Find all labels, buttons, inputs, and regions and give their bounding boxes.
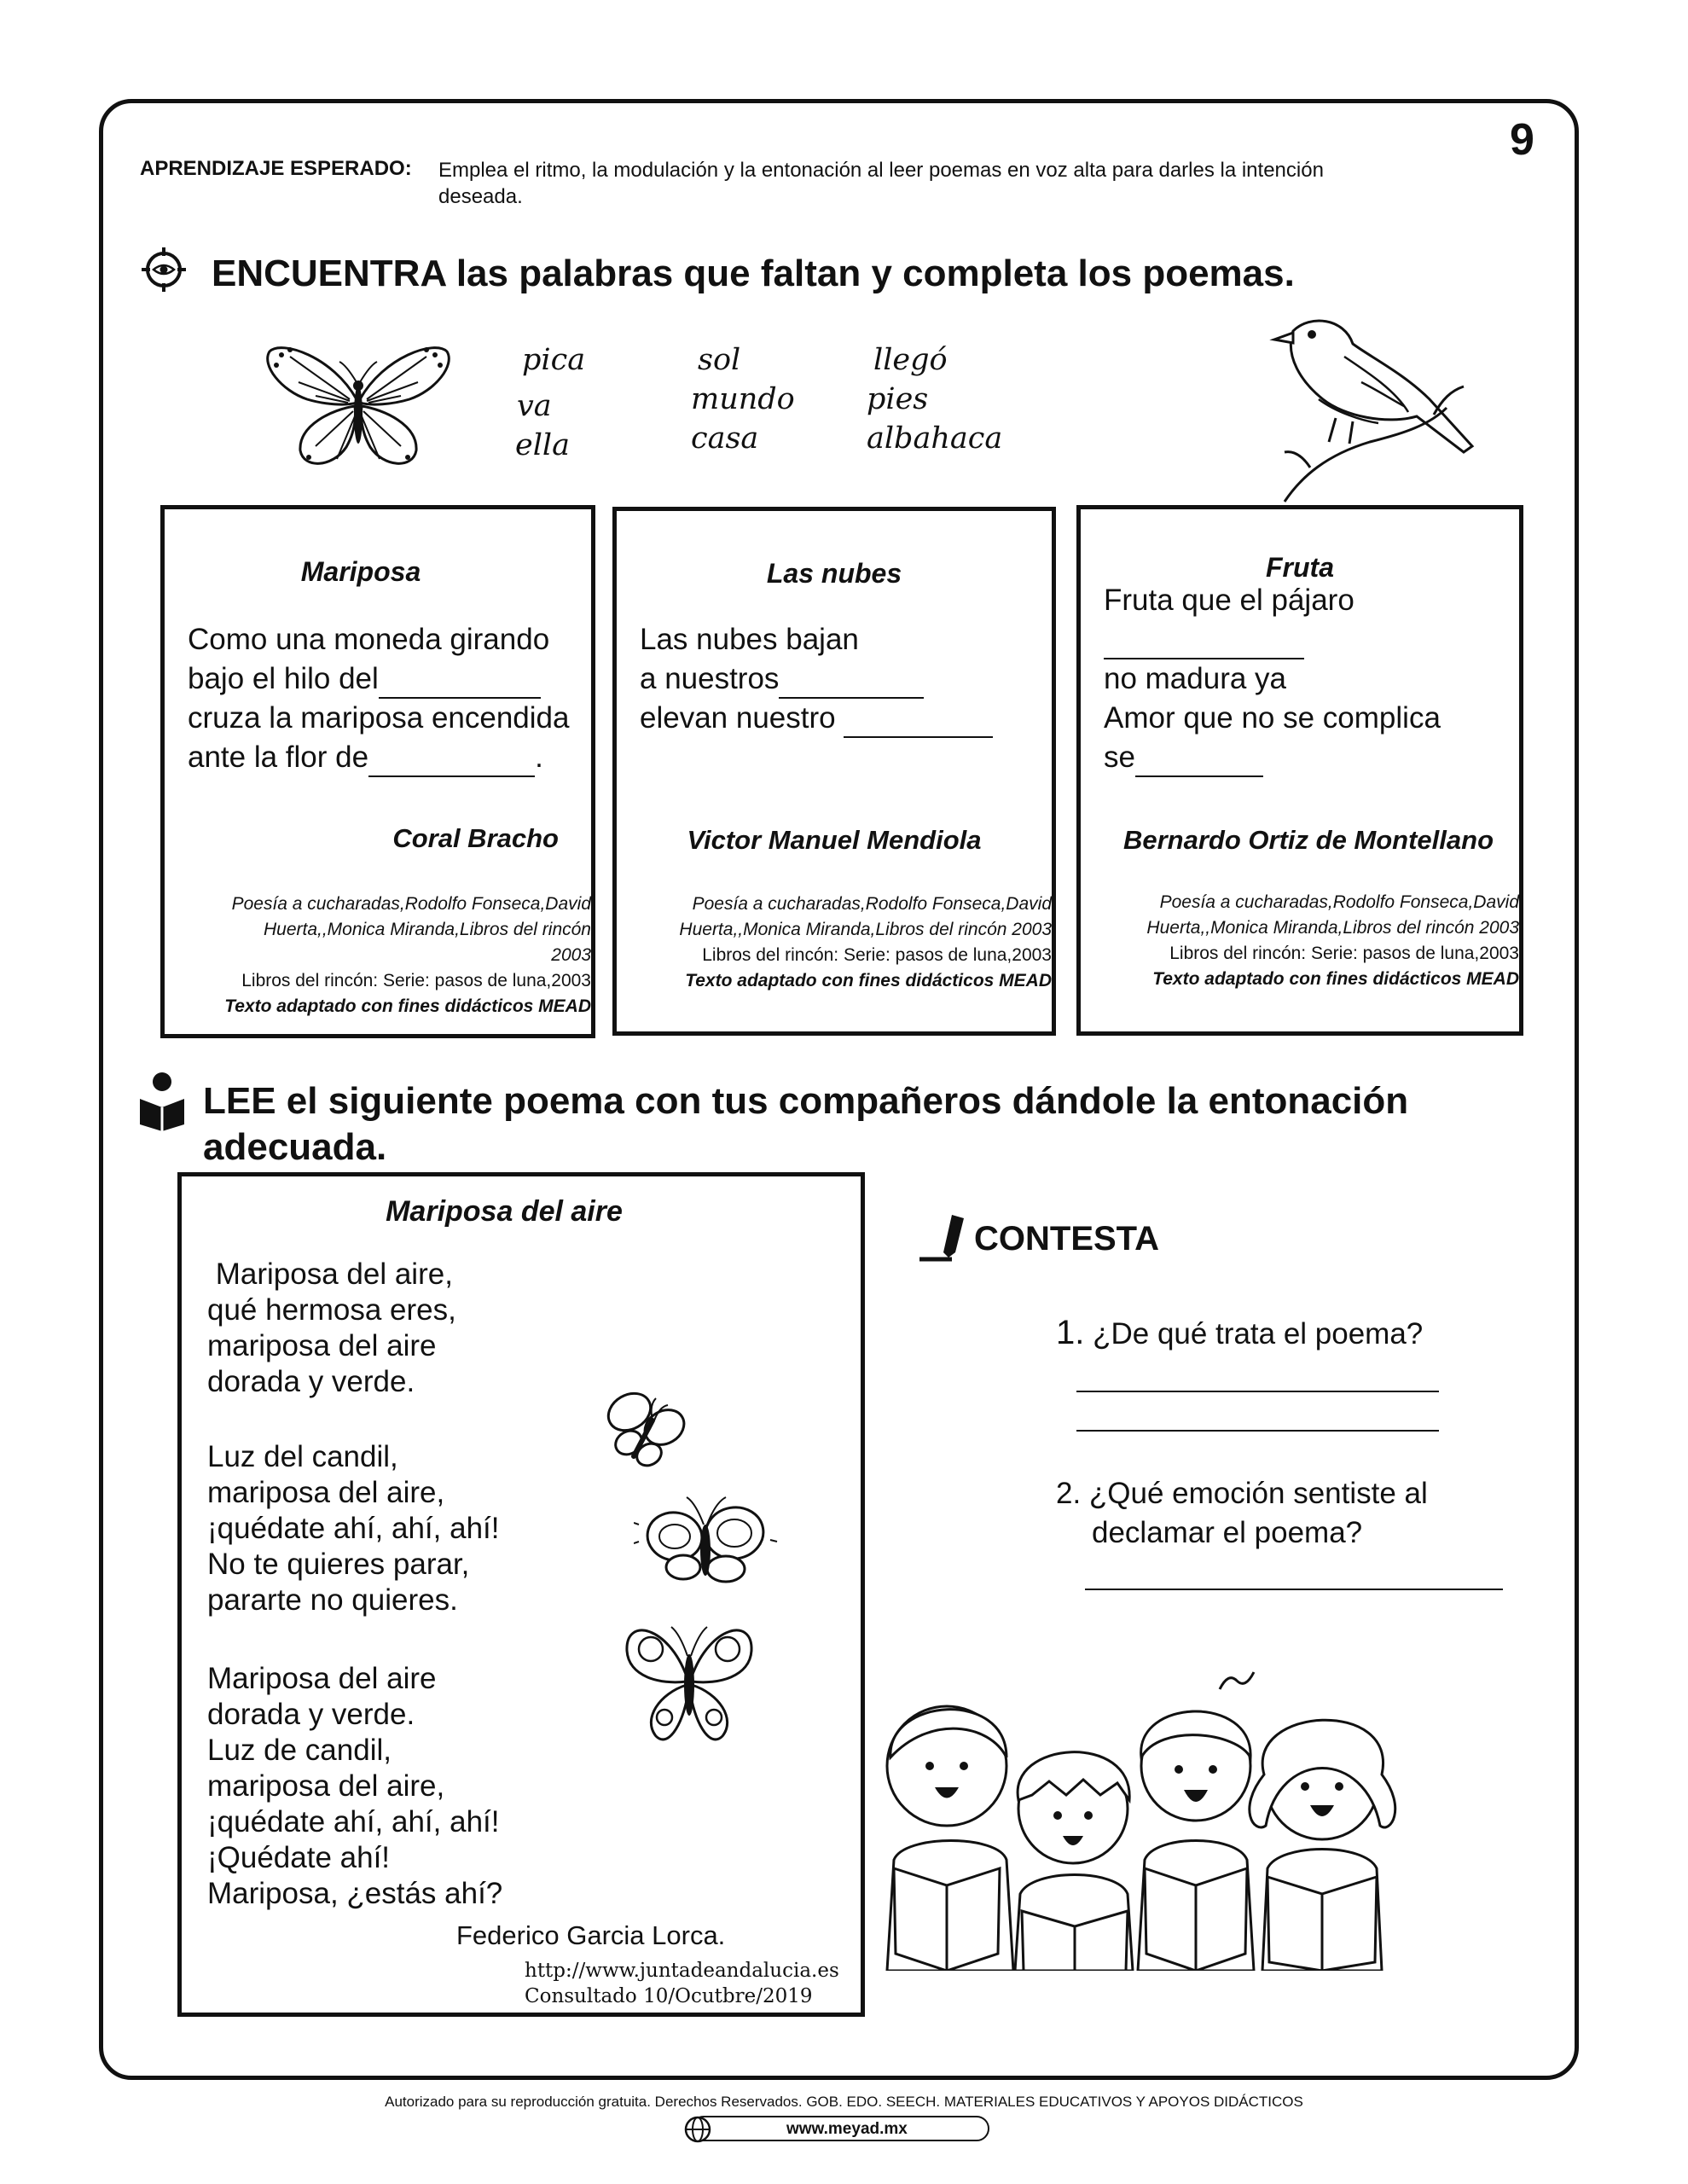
poem-line: elevan nuestro <box>640 699 993 738</box>
pencil-icon <box>918 1211 969 1264</box>
word-bank-item: sol <box>698 343 741 377</box>
word-bank-item: mundo <box>691 382 795 416</box>
question-1-text: ¿De qué trata el poema? <box>1093 1317 1424 1350</box>
page-number: 9 <box>1510 115 1534 165</box>
question-2-line-2: declamar el poema? <box>1092 1516 1363 1549</box>
poem-line: Mariposa del aire <box>207 1662 437 1695</box>
section1-heading: ENCUENTRA las palabras que faltan y completa los poemas. <box>212 253 1295 294</box>
footer-url[interactable]: www.meyad.mx <box>786 2120 908 2138</box>
answer-blank[interactable] <box>844 707 993 738</box>
poem-box-mariposa-del-aire <box>177 1172 865 2017</box>
question-1-number: 1. <box>1056 1314 1085 1351</box>
word-bank-item: va <box>517 389 552 423</box>
poem-line: se <box>1104 738 1441 777</box>
poem-line: Mariposa, ¿estás ahí? <box>207 1877 503 1910</box>
globe-icon <box>682 2114 713 2145</box>
poem-line: Las nubes bajan <box>640 623 859 656</box>
reader-book-icon <box>136 1072 188 1131</box>
section2-heading-line-1: LEE el siguiente poema con tus compañeros dándole la entonación <box>203 1080 1409 1122</box>
aprendizaje-label: APRENDIZAJE ESPERADO: <box>140 157 412 180</box>
children-singing-illustration <box>879 1612 1424 1971</box>
target-eye-icon <box>140 246 188 293</box>
poem-line: Como una moneda girando <box>188 623 550 656</box>
butterfly-icon <box>617 1608 762 1753</box>
poem-line <box>1104 620 1441 659</box>
word-bank-item: ella <box>515 428 570 462</box>
poem-line: a nuestros <box>640 659 993 699</box>
word-bank-item: pica <box>522 343 586 377</box>
poem-line: Luz del candil, <box>207 1440 398 1473</box>
poem-credit: Poesía a cucharadas,Rodolfo Fonseca,David Huerta,,Monica Miranda,Libros del rincón 2003 Libros del rincón: Serie: pasos de luna,2003 Texto adaptado con fines didácticos MEAD <box>224 894 591 1016</box>
butterfly-illustration <box>264 340 452 474</box>
poem-author: Bernardo Ortiz de Montellano <box>1122 825 1494 855</box>
poem-line: cruza la mariposa encendida <box>188 701 570 735</box>
poem-line: Amor que no se complica <box>1104 701 1441 735</box>
poem-line: no madura ya <box>1104 662 1287 695</box>
poem-stanza-3 <box>207 1661 502 1912</box>
word-bank-item: pies <box>867 382 929 416</box>
poem-line: No te quieres parar, <box>207 1548 470 1581</box>
poem-lines <box>1104 581 1441 777</box>
poem-title: Mariposa del aire <box>386 1195 623 1228</box>
poem-line: qué hermosa eres, <box>207 1293 456 1327</box>
footer-url-pill[interactable] <box>691 2116 989 2141</box>
poem-line: mariposa del aire, <box>207 1476 445 1509</box>
poem-line: Fruta que el pájaro <box>1104 584 1354 617</box>
poem-lines <box>188 620 569 777</box>
poem-line: ¡quédate ahí, ahí, ahí! <box>207 1512 500 1545</box>
poem-line: ¡Quédate ahí! <box>207 1841 391 1874</box>
answer-blank[interactable] <box>1135 746 1263 777</box>
poem-line: Luz de candil, <box>207 1734 392 1767</box>
poem-line: mariposa del aire <box>207 1329 437 1362</box>
section2-heading-line-2: adecuada. <box>203 1126 387 1168</box>
poem-box-las-nubes <box>612 507 1056 1036</box>
question-2-line-1: 2. ¿Qué emoción sentiste al <box>1056 1477 1428 1510</box>
question-1 <box>1056 1314 1423 1352</box>
poem-line: bajo el hilo del <box>188 659 569 699</box>
footer-text: Autorizado para su reproducción gratuita. Derechos Reservados. GOB. EDO. SEECH. MATERIALES EDUCATIVOS Y APOYOS DIDÁCTICOS <box>385 2094 1303 2110</box>
question-2 <box>1056 1474 1428 1553</box>
poem-lines <box>640 620 993 738</box>
answer-line[interactable] <box>1085 1589 1503 1590</box>
poem-author: Federico Garcia Lorca. <box>456 1920 726 1950</box>
butterfly-icon <box>600 1380 693 1473</box>
contesta-heading: CONTESTA <box>974 1220 1160 1258</box>
poem-line: Mariposa del aire, <box>207 1258 453 1291</box>
answer-blank[interactable] <box>779 668 924 699</box>
poem-line: ¡quédate ahí, ahí, ahí! <box>207 1805 500 1838</box>
answer-line[interactable] <box>1076 1430 1439 1432</box>
poem-source: http://www.juntadeandalucia.es Consultado 10/Ocutbre/2019 <box>525 1960 839 2007</box>
poem-box-mariposa <box>160 505 595 1038</box>
answer-blank[interactable] <box>379 668 541 699</box>
answer-blank[interactable] <box>368 746 535 777</box>
poem-line: dorada y verde. <box>207 1698 415 1731</box>
poem-box-fruta <box>1076 505 1523 1036</box>
word-bank-item: casa <box>691 421 759 456</box>
answer-blank[interactable] <box>1104 629 1304 659</box>
answer-line[interactable] <box>1076 1391 1439 1392</box>
word-bank-item: albahaca <box>867 421 1003 456</box>
aprendizaje-line-1: Emplea el ritmo, la modulación y la entonación al leer poemas en voz alta para darles la intención <box>438 159 1324 182</box>
aprendizaje-line-2: deseada. <box>438 185 523 208</box>
poem-title: Las nubes <box>766 558 902 589</box>
poem-line: mariposa del aire, <box>207 1769 445 1803</box>
poem-stanza-1 <box>207 1257 456 1400</box>
poem-line: pararte no quieres. <box>207 1583 458 1617</box>
word-bank-item: llegó <box>873 343 948 377</box>
butterfly-icon <box>634 1490 779 1593</box>
poem-line: dorada y verde. <box>207 1365 415 1398</box>
bird-illustration <box>1233 305 1489 503</box>
poem-author: Coral Bracho <box>392 823 559 853</box>
poem-title: Fruta <box>1266 552 1334 583</box>
section2-heading <box>203 1078 1408 1170</box>
poem-stanza-2 <box>207 1439 499 1618</box>
poem-credit: Poesía a cucharadas,Rodolfo Fonseca,David Huerta,,Monica Miranda,Libros del rincón 2003 Libros del rincón: Serie: pasos de luna,2003 Texto adaptado con fines didácticos MEAD <box>1146 892 1519 989</box>
aprendizaje-text <box>438 157 1462 210</box>
poem-line: ante la flor de . <box>188 738 569 777</box>
poem-title: Mariposa <box>300 556 421 587</box>
poem-author: Victor Manuel Mendiola <box>687 825 982 855</box>
poem-credit: Poesía a cucharadas,Rodolfo Fonseca,David Huerta,,Monica Miranda,Libros del rincón 2003 Libros del rincón: Serie: pasos de luna,2003 Texto adaptado con fines didácticos MEAD <box>679 894 1052 990</box>
